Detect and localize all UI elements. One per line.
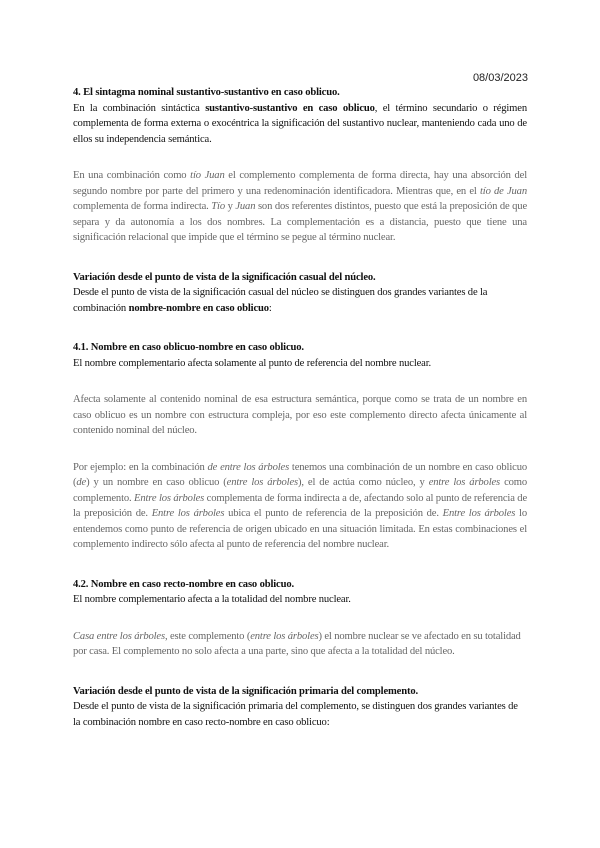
paragraph-4-1-example: Por ejemplo: en la combinación de entre los árboles tenemos una combinación de un nombre en caso oblicuo (de) y un nombre en caso oblicuo (entre los árboles), el de actúa como núcleo, y entre los árboles como complemento. Entre los árboles complementa de forma indirecta a de, afectando solo al punto de referencia de la preposición de. Entre los árboles ubica el punto de referencia de la preposición de. Entre los árboles lo entendemos como punto de referencia de origen ubicado en una situación limitada. En estas combinaciones el complemento indirecto sólo afecta al punto de referencia del nombre nuclear. <box>73 461 528 550</box>
section-heading-casual: Variación desde el punto de vista de la significación casual del núcleo. <box>73 271 376 283</box>
paragraph-definition: En la combinación sintáctica sustantivo-sustantivo en caso oblicuo, el término secundario o régimen complementa de forma externa o exocéntrica la significación del sustantivo nuclear, manteniendo cada uno de ellos su independencia semántica. <box>73 102 527 145</box>
paragraph-primaria: Desde el punto de vista de la significación primaria del complemento, se distinguen dos grandes variantes de la combinación nombre en caso recto-nombre en caso oblicuo: <box>73 701 518 728</box>
document-date: 08/03/2023 <box>472 72 528 84</box>
paragraph-4-1-intro: El nombre complementario afecta solamente al punto de referencia del nombre nuclear. <box>73 357 432 369</box>
document-body <box>73 85 527 730</box>
section-heading-primaria: Variación desde el punto de vista de la significación primaria del complemento. <box>73 685 418 697</box>
section-heading-4-1: 4.1. Nombre en caso oblicuo-nombre en caso oblicuo. <box>73 342 304 353</box>
paragraph-4-2-intro: El nombre complementario afecta a la totalidad del nombre nuclear. <box>73 594 351 605</box>
paragraph-casual: Desde el punto de vista de la significación casual del núcleo se distinguen dos grandes variantes de la combinación nombre-nombre en caso oblicuo: <box>73 287 488 314</box>
section-heading-4-2: 4.2. Nombre en caso recto-nombre en caso oblicuo. <box>73 578 294 590</box>
paragraph-example-tio-juan: En una combinación como tío Juan el complemento complementa de forma directa, hay una absorción del segundo nombre por parte del primero y una redenominación identificadora. Mientras que, en el tío de Juan complementa de forma indirecta. Tío y Juan son dos referentes distintos, puesto que está la preposición de que separa y da autonomía a los dos nombres. La complementación es a distancia, puesto que tiene una significación relacional que impide que el término se pegue al término nuclear. <box>73 170 527 243</box>
section-heading-4: 4. El sintagma nominal sustantivo-sustantivo en caso oblicuo. <box>73 87 340 98</box>
paragraph-4-2-example: Casa entre los árboles, este complemento (entre los árboles) el nombre nuclear se ve afectado en su totalidad por casa. El complemento no solo afecta a una parte, sino que afecta a la totalidad del núcleo. <box>73 630 521 657</box>
paragraph-4-1-explanation: Afecta solamente al contenido nominal de esa estructura semántica, porque como se trata de un nombre en caso oblicuo es un nombre con estructura compleja, por eso este complemento directo afecta únicamente al contenido nominal del núcleo. <box>73 394 527 436</box>
